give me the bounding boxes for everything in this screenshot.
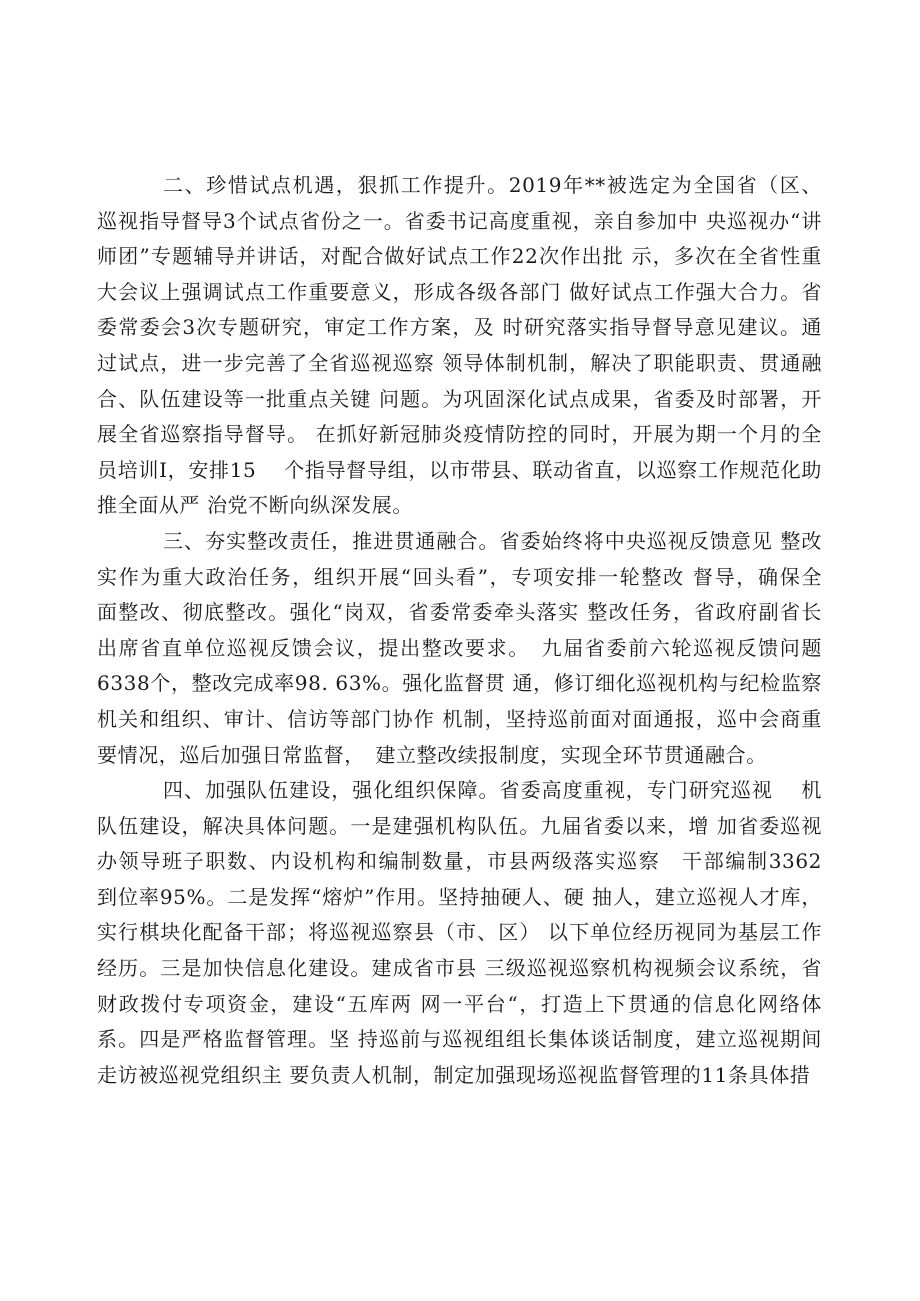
text-line: 过试点，进一步完善了全省巡视巡察 领导体制机制，解决了职能职责、贯通融 — [97, 350, 822, 375]
text-line: 四、加强队伍建设，强化组织保障。省委高度重视，专门研究巡视 机 — [163, 778, 822, 803]
text-line: 6338个，整改完成率98. 63%。强化监督贯 通，修订细化巡视机构与纪检监察 — [97, 671, 822, 696]
text-line: 巡视指导督导3个试点省份之一。省委书记高度重视，亲自参加中 央巡视办“讲 — [97, 208, 822, 233]
text-line: 走访被巡视党组织主 要负责人机制，制定加强现场巡视监督管理的11条具体措 — [97, 1062, 811, 1087]
paragraph-para-2 — [97, 168, 822, 524]
paragraph-para-4 — [97, 773, 822, 1093]
text-line: 机关和组织、审计、信访等部门协作 机制，坚持巡前面对面通报，巡中会商重 — [97, 706, 822, 731]
text-line: 队伍建设，解决具体问题。一是建强机构队伍。九届省委以来，增 加省委巡视 — [97, 813, 822, 838]
text-line: 委常委会3次专题研究，审定工作方案，及 时研究落实指导督导意见建议。通 — [97, 315, 822, 340]
text-line: 办领导班子职数、内设机构和编制数量，市县两级落实巡察 干部编制3362 — [97, 849, 822, 874]
text-line: 二、珍惜试点机遇，狠抓工作提升。2019年**被选定为全国省（区、 — [163, 173, 822, 197]
document-body — [97, 168, 822, 1093]
text-line: 系。四是严格监督管理。坚 持巡前与巡视组组长集体谈话制度，建立巡视期间 — [97, 1027, 822, 1052]
text-line: 员培训I，安排15 个指导督导组，以市带县、联动省直，以巡察工作规范化助 — [97, 457, 822, 482]
text-line: 三、夯实整改责任，推进贯通融合。省委始终将中央巡视反馈意见 整改 — [163, 528, 822, 553]
paragraph-para-3 — [97, 524, 822, 773]
text-line: 大会议上强调试点工作重要意义，形成各级各部门 做好试点工作强大合力。省 — [97, 279, 822, 304]
text-line: 到位率95%。二是发挥“熔炉”作用。坚持抽硬人、硬 抽人，建立巡视人才库， — [97, 884, 822, 909]
text-line: 出席省直单位巡视反馈会议，提出整改要求。 九届省委前六轮巡视反馈问题 — [97, 635, 822, 660]
text-line: 师团”专题辅导并讲话，对配合做好试点工作22次作出批 示，多次在全省性重 — [97, 244, 822, 269]
text-line: 实行棋块化配备干部；将巡视巡察县（市、区） 以下单位经历视同为基层工作 — [97, 920, 822, 945]
text-line: 合、队伍建设等一批重点关键 问题。为巩固深化试点成果，省委及时部署，开 — [97, 386, 822, 411]
text-line: 展全省巡察指导督导。 在抓好新冠肺炎疫情防控的同时，开展为期一个月的全 — [97, 422, 822, 447]
text-line: 要情况，巡后加强日常监督， 建立整改续报制度，实现全环节贯通融合。 — [97, 742, 767, 767]
text-line: 推全面从严 治党不断向纵深发展。 — [97, 493, 413, 518]
text-line: 经历。三是加快信息化建设。建成省市县 三级巡视巡察机构视频会议系统，省 — [97, 956, 822, 981]
text-line: 实作为重大政治任务，组织开展“回头看”，专项安排一轮整改 督导，确保全 — [97, 564, 822, 589]
text-line: 面整改、彻底整改。强化“岗双，省委常委牵头落实 整改任务，省政府副省长 — [97, 600, 822, 625]
text-line: 财政拨付专项资金，建设“五库两 网一平台“，打造上下贯通的信息化网络体 — [97, 991, 822, 1016]
